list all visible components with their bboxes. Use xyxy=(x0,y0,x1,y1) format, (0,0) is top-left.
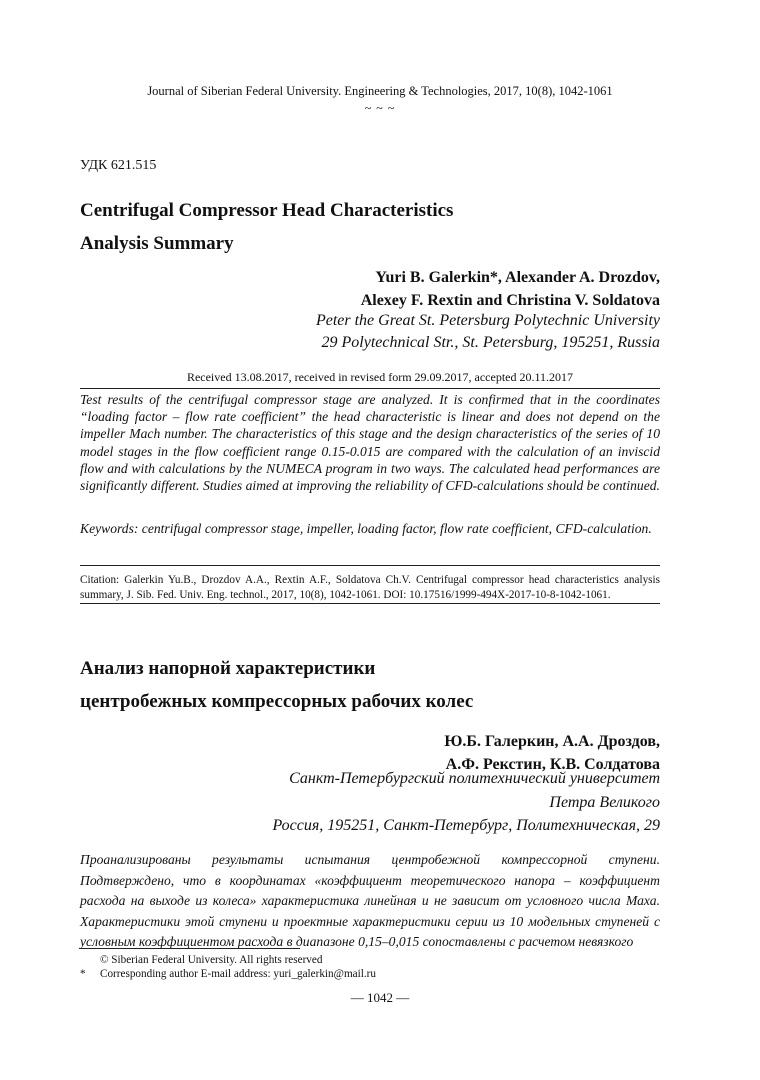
authors-en-line: Alexey F. Rextin and Christina V. Soldatova xyxy=(360,292,660,309)
authors-ru-line: А.Ф. Рекстин, К.В. Солдатова xyxy=(445,756,660,773)
header-ornament: ~ ~ ~ xyxy=(364,101,396,115)
affiliation-en-line: Peter the Great St. Petersburg Polytechnic University xyxy=(315,312,660,329)
authors-en-line: Yuri B. Galerkin*, Alexander A. Drozdov, xyxy=(375,269,660,286)
title-ru-line: центробежных компрессорных рабочих колес xyxy=(80,691,474,712)
affiliation-ru-line: Петра Великого xyxy=(549,793,660,811)
divider xyxy=(80,388,660,389)
footnote-divider xyxy=(80,948,300,949)
article-title-en xyxy=(80,194,453,260)
keywords-en: Keywords: centrifugal compressor stage, impeller, loading factor, flow rate coefficient, CFD-calculation. xyxy=(80,521,652,536)
page-number: — 1042 — xyxy=(350,990,410,1005)
abstract-en: Test results of the centrifugal compressor stage are analyzed. It is confirmed that in the coordinates “loading factor – flow rate coefficient” the head characteristic is linear and does not depend on the impeller Mach number. The characteristics of this stage and the design characteristics of the series of 10 model stages in the flow coefficient range 0.15-0.015 are compared with the calculation of an inviscid flow and with calculations by the NUMECA program in two ways. The calculated head performances are significantly different. Studies aimed at improving the reliability of CFD-calculations should be continued. xyxy=(80,392,660,494)
footnote-text: © Siberian Federal University. All rights reserved xyxy=(100,954,323,966)
affiliation-ru-line: Санкт-Петербургский политехнический университет xyxy=(289,770,660,787)
authors-ru-line: Ю.Б. Галеркин, А.А. Дроздов, xyxy=(444,733,660,750)
journal-header: Journal of Siberian Federal University. Engineering & Technologies, 2017, 10(8), 1042-1061 xyxy=(147,84,613,98)
abstract-ru: Проанализированы результаты испытания центробежной компрессорной ступени. Подтверждено, что в координатах «коэффициент теоретического напора – коэффициент расхода на выходе из колеса» характеристика линейная и не зависит от условного числа Маха. Характеристики этой ступени и проектные характеристики серии из 10 модельных ступеней с условным коэффициентом расхода в диапазоне 0,15–0,015 сопоставлены с расчетом невязкого xyxy=(80,852,660,949)
footnote-corresponding xyxy=(80,967,376,981)
title-ru-line: Анализ напорной характеристики xyxy=(80,658,376,679)
citation: Citation: Galerkin Yu.B., Drozdov A.A., Rextin A.F., Soldatova Ch.V. Centrifugal compressor head characteristics analysis summary, J. Sib. Fed. Univ. Eng. technol., 2017, 10(8), 1042-1061. DOI: 10.17516/1999-494X-2017-10-8-1042-1061. xyxy=(80,574,660,601)
affiliation-ru-line: Россия, 195251, Санкт-Петербург, Политехническая, 29 xyxy=(272,817,660,834)
affiliation-en-line: 29 Polytechnical Str., St. Petersburg, 195251, Russia xyxy=(321,334,660,351)
received-dates: Received 13.08.2017, received in revised form 29.09.2017, accepted 20.11.2017 xyxy=(186,370,574,384)
title-en-line: Analysis Summary xyxy=(80,233,234,254)
title-en-line: Centrifugal Compressor Head Characteristics xyxy=(80,200,454,221)
udk-code: УДК 621.515 xyxy=(80,158,157,173)
footnote-mark: * xyxy=(80,968,86,980)
authors-en xyxy=(361,266,660,312)
footnote-copyright xyxy=(80,953,322,967)
divider xyxy=(80,603,660,604)
footnote-text: Corresponding author E-mail address: yuri_galerkin@mail.ru xyxy=(100,968,376,980)
divider xyxy=(80,565,660,566)
affiliation-ru xyxy=(272,767,660,838)
article-title-ru xyxy=(80,652,473,718)
affiliation-en xyxy=(316,310,660,354)
